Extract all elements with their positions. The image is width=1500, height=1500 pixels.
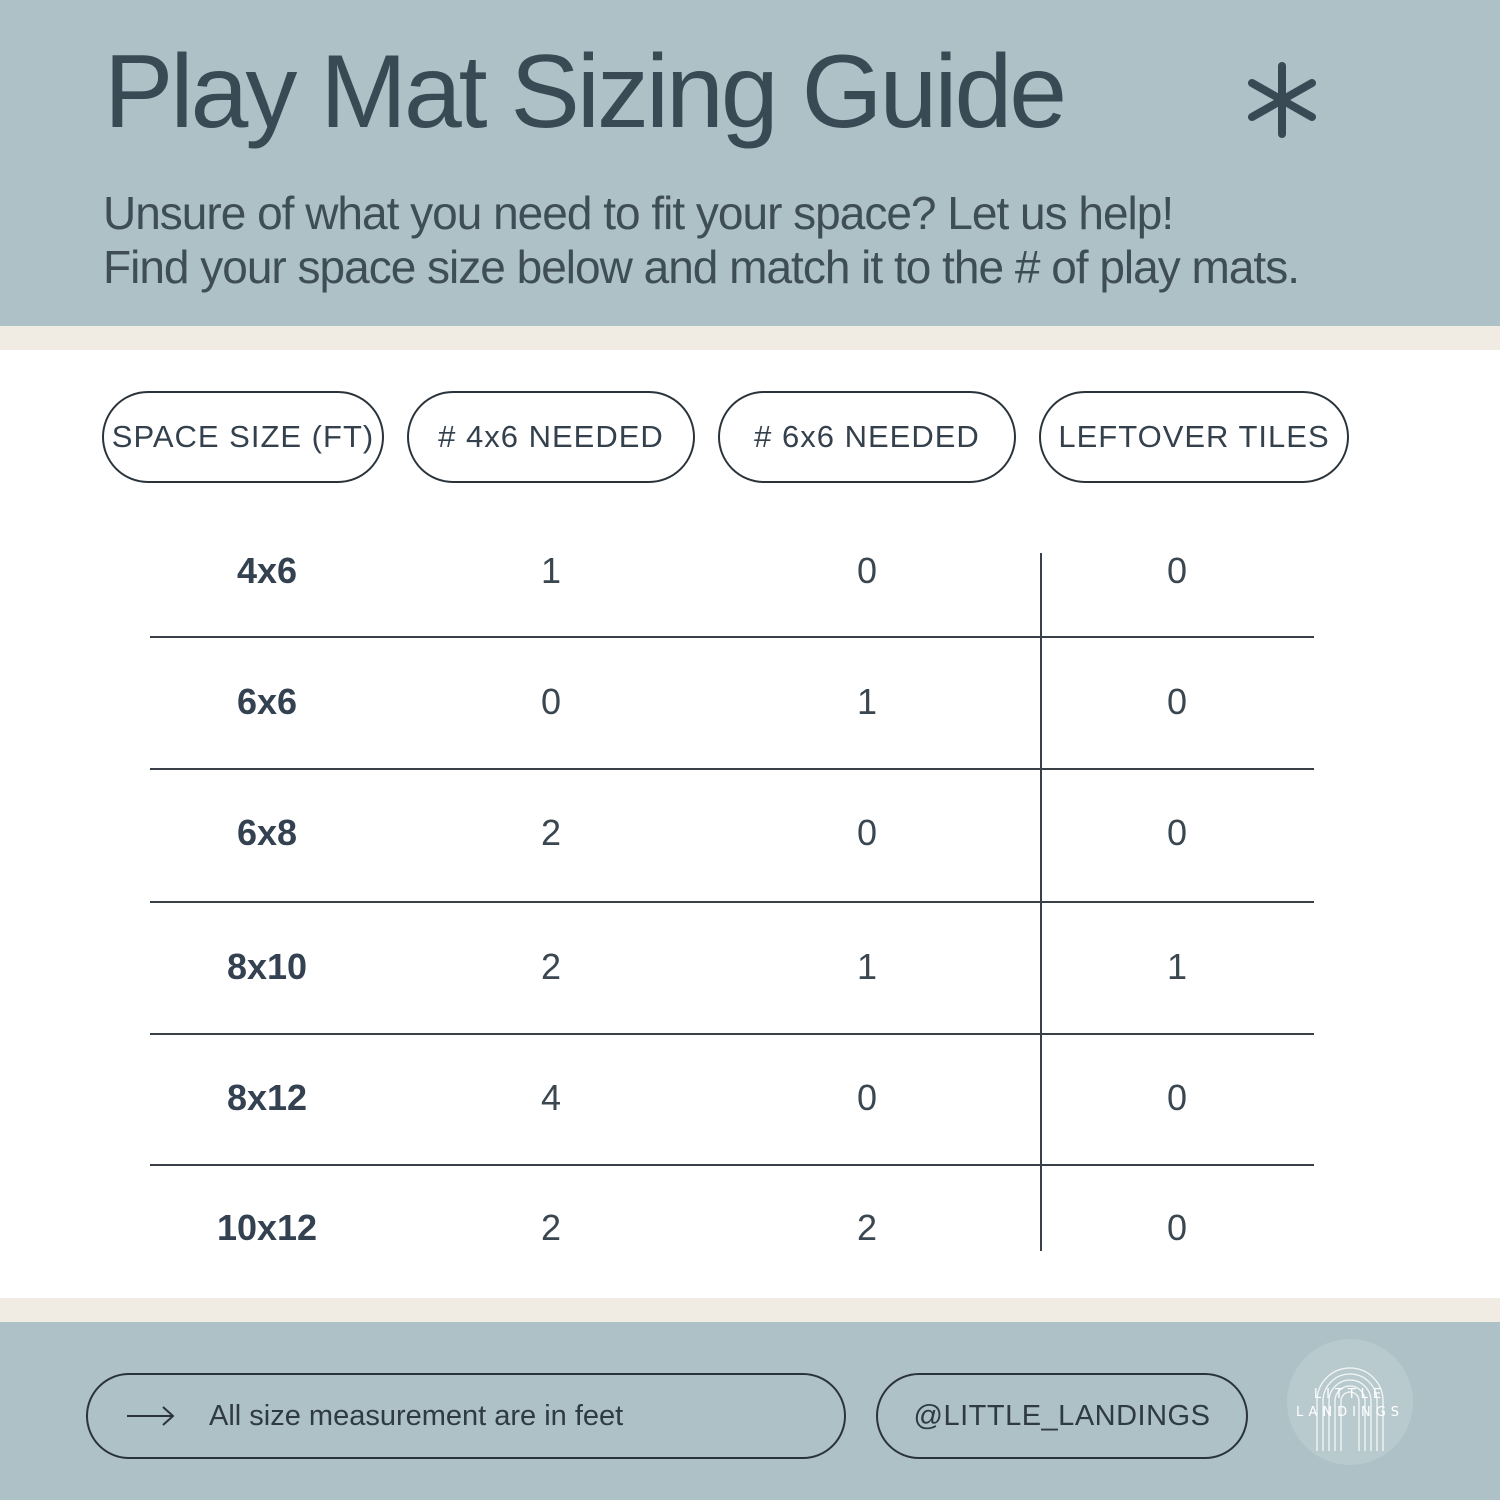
mats-6x6-cell: 0 [856,812,878,853]
row-divider [150,768,1314,770]
mats-4x6-cell: 2 [540,1207,562,1248]
measurement-note-text: All size measurement are in feet [209,1399,624,1432]
subtitle-line-2: Find your space size below and match it to the # of play mats. [103,241,1299,293]
divider-band-top [0,326,1500,350]
space-size-cell: 8x10 [226,946,308,987]
mats-4x6-cell: 0 [540,681,562,722]
mats-4x6-cell: 2 [540,946,562,987]
divider-band-bottom [0,1298,1500,1322]
space-size-cell: 6x8 [236,812,298,853]
header-6x6-needed: # 6x6 NEEDED [718,391,1016,483]
header-space-size: SPACE SIZE (FT) [102,391,384,483]
little-landings-logo [1287,1339,1413,1465]
mats-4x6-cell: 4 [540,1077,562,1118]
subtitle [103,186,1299,294]
row-divider [150,901,1314,903]
row-divider [150,636,1314,638]
mats-4x6-cell: 1 [540,550,562,591]
social-handle[interactable]: @LITTLE_LANDINGS [876,1373,1248,1459]
mats-6x6-cell: 0 [856,1077,878,1118]
logo-text-line-1: LITTLE [1313,1387,1387,1402]
leftover-cell: 1 [1166,946,1188,987]
arrow-right-icon [126,1405,176,1427]
mats-6x6-cell: 2 [856,1207,878,1248]
leftover-cell: 0 [1166,1207,1188,1248]
header-4x6-needed: # 4x6 NEEDED [407,391,695,483]
logo-text-line-2: LANDINGS [1295,1405,1405,1420]
leftover-cell: 0 [1166,681,1188,722]
mats-6x6-cell: 1 [856,946,878,987]
header-banner [0,0,1500,326]
leftover-cell: 0 [1166,1077,1188,1118]
space-size-cell: 8x12 [226,1077,308,1118]
space-size-cell: 4x6 [236,550,298,591]
page-title: Play Mat Sizing Guide [104,34,1065,150]
leftover-cell: 0 [1166,550,1188,591]
mats-6x6-cell: 0 [856,550,878,591]
mats-4x6-cell: 2 [540,812,562,853]
measurement-note [86,1373,846,1459]
header-leftover-tiles: LEFTOVER TILES [1039,391,1349,483]
asterisk-icon [1240,58,1324,142]
space-size-cell: 6x6 [236,681,298,722]
space-size-cell: 10x12 [216,1207,318,1248]
row-divider [150,1164,1314,1166]
leftover-cell: 0 [1166,812,1188,853]
mats-6x6-cell: 1 [856,681,878,722]
row-divider [150,1033,1314,1035]
subtitle-line-1: Unsure of what you need to fit your space? Let us help! [103,187,1174,239]
